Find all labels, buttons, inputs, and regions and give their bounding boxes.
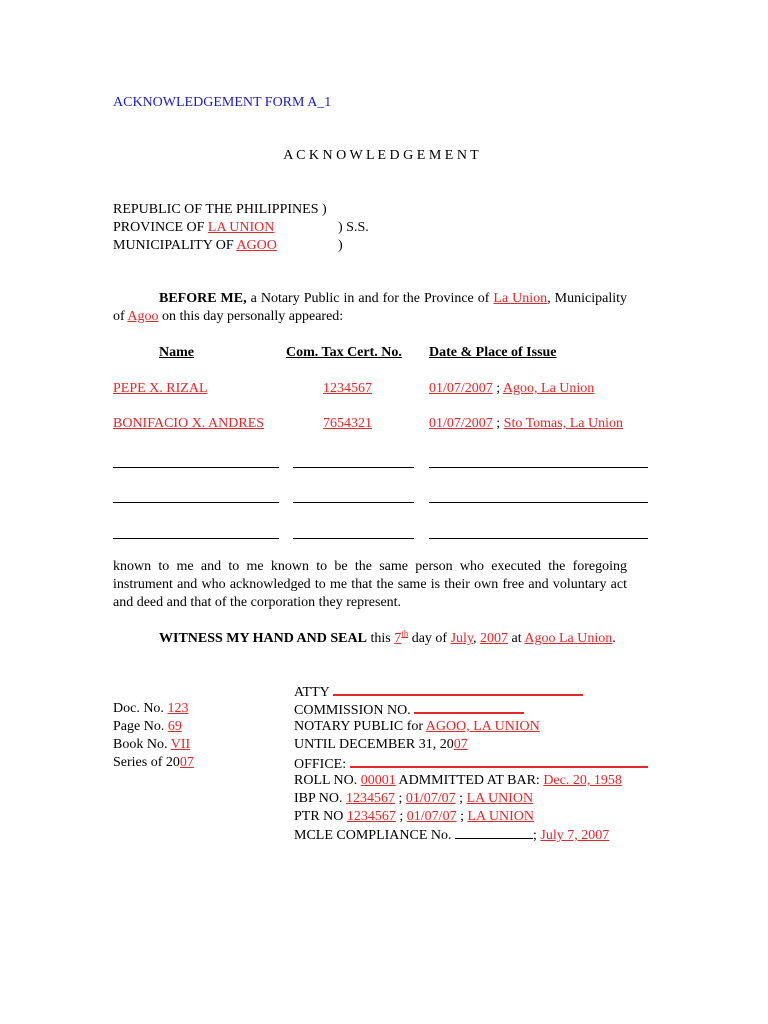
page-no: Page No. 69 — [113, 719, 182, 734]
header-ctc: Com. Tax Cert. No. — [286, 345, 402, 360]
ibp-line: IBP NO. 1234567 ; 01/07/07 ; LA UNION — [294, 791, 534, 806]
series: Series of 2007 — [113, 755, 194, 770]
row1-ctc: 1234567 — [323, 381, 372, 396]
blank-date-1 — [429, 467, 648, 468]
blank-ctc-2 — [293, 502, 414, 503]
header-name: Name — [159, 345, 194, 360]
municipality-paren: ) — [338, 238, 343, 253]
book-no: Book No. VII — [113, 737, 191, 752]
form-title: ACKNOWLEDGEMENT FORM A_1 — [113, 95, 332, 110]
blank-ctc-1 — [293, 467, 414, 468]
row2-name: BONIFACIO X. ANDRES — [113, 416, 265, 431]
province-value: LA UNION — [207, 220, 275, 235]
blank-date-3 — [429, 538, 648, 539]
office-line: OFFICE: — [294, 754, 648, 774]
ss-label: ) S.S. — [338, 220, 369, 235]
row2-ctc: 7654321 — [323, 416, 372, 431]
mcle-line: MCLE COMPLIANCE No. ; July 7, 2007 — [294, 828, 610, 843]
venue-province: PROVINCE OF LA UNION — [113, 220, 275, 235]
blank-name-2 — [113, 502, 279, 503]
commission-line: COMMISSION NO. — [294, 700, 524, 720]
row1-date-place: 01/07/2007 ; Agoo, La Union — [429, 381, 595, 396]
blank-name-1 — [113, 467, 279, 468]
header-date-place: Date & Place of Issue — [429, 345, 557, 360]
notary-public-line: NOTARY PUBLIC for AGOO, LA UNION — [294, 719, 540, 734]
heading: A C K N O W L E D G E M E N T — [283, 148, 479, 163]
until-line: UNTIL DECEMBER 31, 2007 — [294, 737, 468, 752]
ptr-line: PTR NO 1234567 ; 01/07/07 ; LA UNION — [294, 809, 534, 824]
row1-name: PEPE X. RIZAL — [113, 381, 208, 396]
mcle-blank — [455, 826, 533, 839]
row2-date-place: 01/07/2007 ; Sto Tomas, La Union — [429, 416, 623, 431]
commission-blank — [414, 700, 524, 714]
roll-line: ROLL NO. 00001 ADMMITTED AT BAR: Dec. 20, 1958 — [294, 773, 622, 788]
doc-no: Doc. No. 123 — [113, 701, 189, 716]
atty-blank — [333, 682, 583, 696]
body-paragraph: known to me and to me known to be the same person who executed the foregoing instrument and who acknowledged to me that the same is their own free and voluntary act and deed and that of the corporation they represent. — [113, 559, 627, 610]
intro-paragraph: BEFORE ME, a Notary Public in and for the Province of La Union, Municipality of Agoo on this day personally appeared: — [113, 291, 628, 324]
venue-municipality: MUNICIPALITY OF AGOO — [113, 238, 277, 253]
blank-date-2 — [429, 502, 648, 503]
venue-republic: REPUBLIC OF THE PHILIPPINES ) — [113, 202, 327, 217]
blank-name-3 — [113, 538, 279, 539]
witness-line: WITNESS MY HAND AND SEAL this 7th day of July, 2007 at Agoo La Union. — [159, 628, 616, 646]
atty-line: ATTY — [294, 682, 583, 702]
blank-ctc-3 — [293, 538, 414, 539]
municipality-value: AGOO — [236, 238, 277, 253]
office-blank — [350, 754, 648, 768]
